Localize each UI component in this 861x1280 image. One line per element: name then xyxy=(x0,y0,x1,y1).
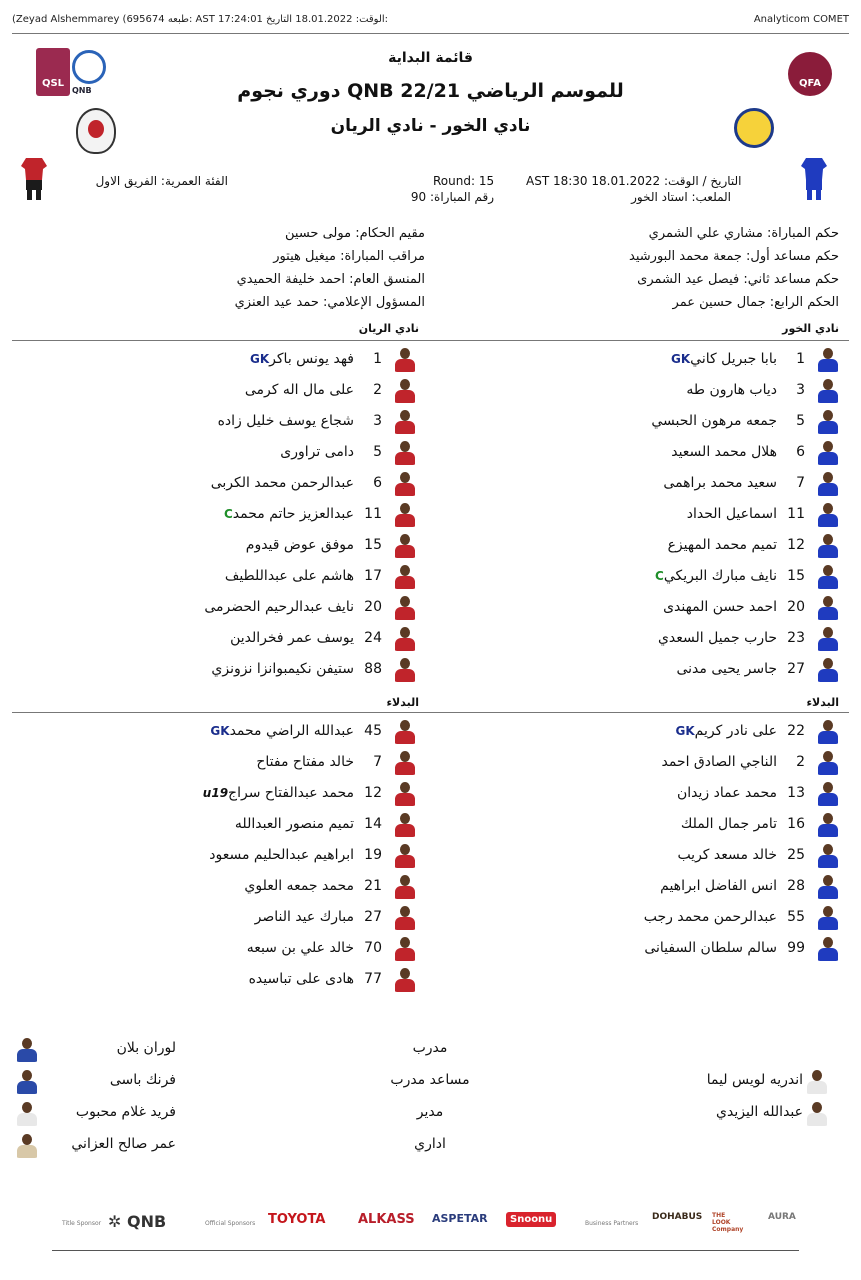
player-name xyxy=(256,754,354,770)
official-sponsors-label: Official Sponsors xyxy=(205,1220,256,1227)
league-title: دوري نجوم QNB للموسم الرياضي 22/21 xyxy=(237,80,624,102)
away-starter-row xyxy=(0,470,861,498)
away-starter-row xyxy=(0,439,861,467)
role-manager: مدير xyxy=(416,1104,444,1120)
player-number: 14 xyxy=(364,816,382,832)
player-name-text: الناجي الصادق احمد xyxy=(661,754,777,770)
player-name-text: محمد جمعه العلوي xyxy=(244,878,354,894)
player-photo xyxy=(394,439,416,465)
player-photo xyxy=(394,904,416,930)
player-name xyxy=(211,661,354,677)
goalkeeper-badge: GK xyxy=(675,724,695,738)
player-number: 99 xyxy=(787,940,805,956)
staff-name: عمر صالح العزاني xyxy=(71,1136,176,1152)
dohabus-sponsor: DOHABUS xyxy=(652,1212,703,1222)
officials-left xyxy=(235,222,425,314)
player-name-text: على نادر كريم xyxy=(694,723,777,739)
assistant-referee-1: حكم مساعد أول: جمعة محمد البورشيد xyxy=(629,249,839,264)
player-number: 3 xyxy=(373,413,382,429)
player-number: 2 xyxy=(796,754,805,770)
player-name-text: عبدالرحمن محمد الكربى xyxy=(210,475,354,491)
staff-photo xyxy=(16,1068,38,1094)
staff-photo xyxy=(16,1132,38,1158)
away-starter-row xyxy=(0,594,861,622)
player-number: 17 xyxy=(364,568,382,584)
player-name-text: نايف مبارك البريكي xyxy=(663,568,777,584)
player-number: 5 xyxy=(796,413,805,429)
away-sub-row xyxy=(0,873,861,901)
away-sub-row xyxy=(0,966,861,994)
player-name-text: احمد حسن المهندى xyxy=(663,599,777,615)
player-name-text: تميم منصور العبدالله xyxy=(234,816,354,832)
player-photo xyxy=(394,749,416,775)
aura-sponsor: AURA xyxy=(768,1212,796,1222)
player-photo xyxy=(394,811,416,837)
staff-photo xyxy=(806,1068,828,1094)
player-number: 25 xyxy=(787,847,805,863)
match-round: Round: 15 xyxy=(433,174,495,188)
player-name-text: خالد علي بن سبعه xyxy=(246,940,354,956)
player-name-text: خالد مسعد كريب xyxy=(677,847,777,863)
player-name-text: يوسف عمر فخرالدين xyxy=(230,630,354,646)
staff-name: فريد غلام محبوب xyxy=(75,1104,176,1120)
away-sub-row xyxy=(0,749,861,777)
player-photo xyxy=(394,501,416,527)
list-title: قائمة البداية xyxy=(388,50,473,66)
away-sub-row xyxy=(0,842,861,870)
player-name-text: جمعه مرهون الحبسي xyxy=(651,413,777,429)
staff-photo xyxy=(16,1100,38,1126)
player-name-text: هادى على تباسيده xyxy=(248,971,354,987)
captain-badge: C xyxy=(223,507,233,521)
away-sub-row xyxy=(0,780,861,808)
match-datetime: التاريخ / الوقت: 18.01.2022 18:30 AST xyxy=(526,174,742,188)
player-name-text: تامر جمال الملك xyxy=(680,816,777,832)
player-photo xyxy=(394,532,416,558)
player-name xyxy=(204,599,354,615)
player-name xyxy=(211,475,354,491)
lineup-divider xyxy=(12,340,849,341)
player-photo xyxy=(394,966,416,992)
player-name xyxy=(249,971,354,987)
away-starter-row xyxy=(0,656,861,684)
goalkeeper-badge: GK xyxy=(250,352,270,366)
goalkeeper-badge: GK xyxy=(210,724,230,738)
player-name-text: سعيد محمد براهمى xyxy=(663,475,777,491)
role-coach: مدرب xyxy=(412,1040,448,1056)
player-photo xyxy=(394,563,416,589)
subs-divider xyxy=(12,712,849,713)
away-sub-row xyxy=(0,904,861,932)
player-name xyxy=(206,723,354,739)
player-name-text: عبدالله الراضي محمد xyxy=(229,723,354,739)
player-number: 28 xyxy=(787,878,805,894)
player-photo xyxy=(394,718,416,744)
player-name-text: انس الفاضل ابراهيم xyxy=(660,878,777,894)
top-divider xyxy=(12,33,849,34)
look-sponsor: THE LOOK Company xyxy=(712,1212,744,1233)
brand-label: Analyticom COMET xyxy=(753,14,849,25)
player-name-text: نايف عبدالرحيم الحضرمى xyxy=(204,599,354,615)
player-number: 15 xyxy=(364,537,382,553)
player-number: 24 xyxy=(364,630,382,646)
player-photo xyxy=(394,935,416,961)
match-title: نادي الخور - نادي الريان xyxy=(330,116,531,136)
age-group: الفئة العمرية: الفريق الاول xyxy=(95,174,228,188)
staff-name: لوران بلان xyxy=(116,1040,176,1056)
player-number: 5 xyxy=(373,444,382,460)
player-photo xyxy=(394,346,416,372)
role-assistant-coach: مساعد مدرب xyxy=(390,1072,470,1088)
away-starter-row xyxy=(0,408,861,436)
player-number: 23 xyxy=(787,630,805,646)
player-photo xyxy=(394,625,416,651)
qnb-small-logo: QNB xyxy=(72,86,92,95)
player-photo xyxy=(394,842,416,868)
away-starter-row xyxy=(0,501,861,529)
player-name xyxy=(280,444,354,460)
player-name xyxy=(245,382,354,398)
player-name-text: ابراهيم عبدالحليم مسعود xyxy=(209,847,354,863)
player-photo xyxy=(394,873,416,899)
away-starter-row xyxy=(0,377,861,405)
aspetar-sponsor: ASPETAR xyxy=(432,1212,488,1225)
player-name xyxy=(199,785,354,801)
player-name xyxy=(220,506,354,522)
away-starter-row xyxy=(0,346,861,374)
away-kit-icon xyxy=(20,156,48,202)
toyota-sponsor: TOYOTA xyxy=(268,1212,326,1227)
player-number: 12 xyxy=(787,537,805,553)
player-number: 21 xyxy=(364,878,382,894)
player-number: 13 xyxy=(787,785,805,801)
player-name-text: تميم محمد المهيزع xyxy=(667,537,777,553)
goalkeeper-badge: GK xyxy=(671,352,691,366)
snoonu-sponsor: Snoonu xyxy=(506,1212,556,1227)
away-sub-row xyxy=(0,811,861,839)
player-name-text: بابا جبريل كاني xyxy=(690,351,777,367)
player-photo xyxy=(394,377,416,403)
player-name-text: خالد مفتاح مفتاح xyxy=(256,754,354,770)
player-number: 15 xyxy=(787,568,805,584)
player-photo xyxy=(394,656,416,682)
staff-name: اندريه لويس ليما xyxy=(706,1072,803,1088)
player-number: 7 xyxy=(373,754,382,770)
home-kit-icon xyxy=(800,156,828,202)
player-number: 77 xyxy=(364,971,382,987)
player-name-text: دامى تراورى xyxy=(280,444,354,460)
player-number: 20 xyxy=(787,599,805,615)
footer-divider xyxy=(52,1250,799,1251)
away-team-label: نادي الريان xyxy=(358,322,419,335)
player-number: 7 xyxy=(796,475,805,491)
alkass-sponsor: ALKASS xyxy=(358,1212,415,1227)
home-subs-label: البدلاء xyxy=(806,696,839,709)
player-name-text: شجاع يوسف خليل زاده xyxy=(217,413,354,429)
player-photo xyxy=(394,594,416,620)
player-photo xyxy=(394,470,416,496)
print-bar xyxy=(12,14,849,30)
fourth-official: الحكم الرابع: جمال حسين عمر xyxy=(672,295,839,310)
u19-badge: u19 xyxy=(202,786,229,800)
away-sub-row xyxy=(0,935,861,963)
player-name xyxy=(209,847,354,863)
business-partners-label: Business Partners xyxy=(585,1220,639,1227)
qsl-logo: QSL xyxy=(36,48,70,96)
player-name-text: محمد عبدالفتاح سراج xyxy=(228,785,354,801)
player-number: 45 xyxy=(364,723,382,739)
away-subs-label: البدلاء xyxy=(386,696,419,709)
player-name-text: جاسر يحيى مدنى xyxy=(676,661,777,677)
player-number: 1 xyxy=(373,351,382,367)
player-number: 22 xyxy=(787,723,805,739)
player-name xyxy=(230,630,354,646)
player-photo xyxy=(394,780,416,806)
player-number: 12 xyxy=(364,785,382,801)
player-name-text: ستيفن نكيمبوانزا نزونزي xyxy=(211,661,354,677)
role-administrator: اداري xyxy=(414,1136,446,1152)
away-starter-row xyxy=(0,532,861,560)
player-name xyxy=(225,568,354,584)
player-number: 6 xyxy=(373,475,382,491)
player-name-text: سالم سلطان السفيانى xyxy=(644,940,777,956)
qfa-logo: QFA xyxy=(788,52,832,96)
player-name xyxy=(244,878,354,894)
player-name-text: عبدالعزيز حاتم محمد xyxy=(232,506,354,522)
player-number: 16 xyxy=(787,816,805,832)
match-commissioner: مراقب المباراة: ميغيل هيتور xyxy=(273,249,425,264)
player-number: 20 xyxy=(364,599,382,615)
player-number: 11 xyxy=(787,506,805,522)
player-number: 88 xyxy=(364,661,382,677)
player-name-text: هلال محمد السعيد xyxy=(671,444,777,460)
player-number: 27 xyxy=(364,909,382,925)
player-name xyxy=(246,537,354,553)
player-name-text: مبارك عيد الناصر xyxy=(254,909,354,925)
staff-name: عبدالله اليزيدي xyxy=(716,1104,803,1120)
player-number: 2 xyxy=(373,382,382,398)
player-name xyxy=(246,351,354,367)
away-starter-row xyxy=(0,563,861,591)
match-number: رقم المباراة: 90 xyxy=(410,190,494,204)
player-name-text: هاشم على عبداللطيف xyxy=(224,568,354,584)
general-coordinator: المنسق العام: احمد خليفة الحميدي xyxy=(236,272,425,287)
print-info: (Zeyad Alshemmarey (695674 طبعه: AST 17:24:01 الوقت: 18.01.2022 التاريخ: xyxy=(12,14,389,25)
player-name-text: موفق عوض قيدوم xyxy=(245,537,354,553)
player-name xyxy=(255,909,354,925)
staff-photo xyxy=(806,1100,828,1126)
player-name-text: اسماعيل الحداد xyxy=(686,506,777,522)
player-name xyxy=(235,816,354,832)
player-name-text: دياب هارون طه xyxy=(686,382,777,398)
player-number: 70 xyxy=(364,940,382,956)
player-number: 19 xyxy=(364,847,382,863)
player-name-text: عبدالرحمن محمد رجب xyxy=(643,909,777,925)
player-number: 55 xyxy=(787,909,805,925)
assistant-referee-2: حكم مساعد ثاني: فيصل عيد الشمرى xyxy=(637,272,839,287)
qnb-sponsor: ✲ QNB xyxy=(108,1212,167,1231)
staff-name: فرنك باسى xyxy=(109,1072,176,1088)
player-number: 3 xyxy=(796,382,805,398)
captain-badge: C xyxy=(655,569,664,583)
title-sponsor-label: Title Sponsor xyxy=(62,1220,102,1227)
player-number: 6 xyxy=(796,444,805,460)
staff-photo xyxy=(16,1036,38,1062)
away-sub-row xyxy=(0,718,861,746)
player-name-text: محمد عماد زيدان xyxy=(676,785,777,801)
player-name-text: حارب جميل السعدي xyxy=(657,630,777,646)
player-number: 1 xyxy=(796,351,805,367)
referee-assessor: مقيم الحكام: مولى حسين xyxy=(285,226,425,241)
player-name xyxy=(247,940,354,956)
referee: حكم المباراة: مشاري علي الشمري xyxy=(648,226,839,241)
player-name xyxy=(218,413,354,429)
away-starter-row xyxy=(0,625,861,653)
player-number: 11 xyxy=(364,506,382,522)
player-name-text: فهد يونس باكر xyxy=(269,351,354,367)
player-photo xyxy=(394,408,416,434)
player-number: 27 xyxy=(787,661,805,677)
media-officer: المسؤول الإعلامي: حمد عيد العنزي xyxy=(234,295,425,310)
player-name-text: على مال اله كرمى xyxy=(244,382,354,398)
home-team-label: نادي الخور xyxy=(782,322,839,335)
match-venue: الملعب: استاد الخور xyxy=(631,190,731,204)
officials-right xyxy=(629,222,839,314)
